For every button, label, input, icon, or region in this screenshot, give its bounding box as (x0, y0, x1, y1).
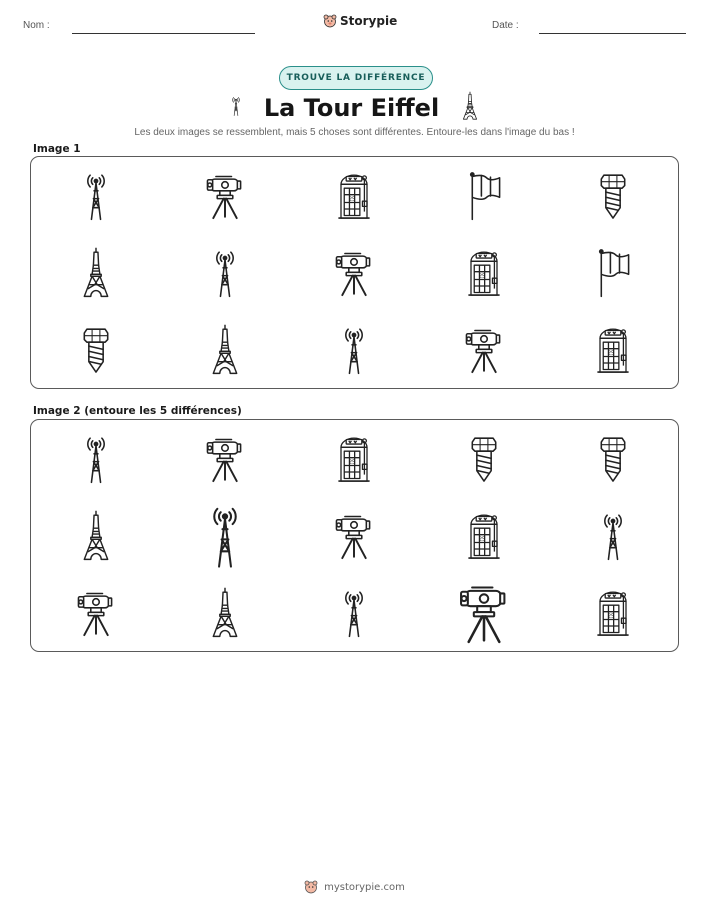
brand-logo (323, 14, 397, 28)
grid-cell (290, 311, 419, 388)
footer-url[interactable]: mystorypie.com (324, 881, 405, 893)
grid-cell[interactable] (419, 497, 548, 574)
storypie-mascot-icon (323, 14, 337, 28)
grid-cell (160, 234, 289, 311)
grid-cell[interactable] (160, 497, 289, 574)
eiffel-tower-icon (205, 587, 245, 639)
grid-cell[interactable] (290, 497, 419, 574)
grid-cell[interactable] (549, 497, 678, 574)
theodolite-icon (334, 510, 374, 562)
grid-cell (160, 311, 289, 388)
antenna-icon (205, 247, 245, 299)
date-label: Date : (492, 20, 519, 31)
antenna-icon (76, 433, 116, 485)
eiffel-tower-icon (76, 247, 116, 299)
grid-cell[interactable] (290, 574, 419, 651)
parcel-locker-icon (593, 324, 633, 376)
grid-cell (31, 157, 160, 234)
image1-label: Image 1 (33, 143, 81, 155)
bolt-icon (593, 433, 633, 485)
instructions: Les deux images se ressemblent, mais 5 choses sont différentes. Entoure-les dans l'image du bas ! (134, 127, 575, 138)
bolt-icon (593, 170, 633, 222)
grid-cell[interactable] (419, 574, 548, 651)
grid-cell[interactable] (549, 574, 678, 651)
storypie-mascot-icon (304, 880, 318, 894)
theodolite-icon (458, 579, 510, 647)
flag-icon (464, 170, 504, 222)
eiffel-tower-icon (205, 324, 245, 376)
image2-panel[interactable] (30, 419, 679, 652)
footer (0, 880, 709, 894)
title-row (0, 91, 709, 125)
page-title: La Tour Eiffel (263, 94, 440, 122)
flag-icon (593, 247, 633, 299)
grid-cell (31, 311, 160, 388)
theodolite-icon (205, 433, 245, 485)
theodolite-icon (334, 247, 374, 299)
eiffel-tower-icon (459, 91, 481, 125)
brand-name: Storypie (340, 14, 398, 28)
grid-cell[interactable] (31, 497, 160, 574)
parcel-locker-icon (593, 587, 633, 639)
activity-badge: TROUVE LA DIFFÉRENCE (279, 66, 433, 90)
parcel-locker-icon (334, 433, 374, 485)
grid-cell[interactable] (160, 420, 289, 497)
grid-cell (549, 157, 678, 234)
grid-cell[interactable] (549, 420, 678, 497)
grid-cell (419, 234, 548, 311)
eiffel-tower-icon (76, 510, 116, 562)
theodolite-icon (76, 587, 116, 639)
grid-cell (290, 157, 419, 234)
theodolite-icon (205, 170, 245, 222)
image2-label: Image 2 (entoure les 5 différences) (33, 405, 242, 417)
date-line[interactable] (539, 33, 686, 34)
antenna-icon (593, 510, 633, 562)
grid-cell[interactable] (160, 574, 289, 651)
name-line[interactable] (72, 33, 255, 34)
parcel-locker-icon (464, 510, 504, 562)
grid-cell[interactable] (419, 420, 548, 497)
theodolite-icon (464, 324, 504, 376)
grid-cell (31, 234, 160, 311)
bolt-icon (76, 324, 116, 376)
grid-cell (160, 157, 289, 234)
grid-cell[interactable] (290, 420, 419, 497)
grid-cell (290, 234, 419, 311)
name-label: Nom : (23, 20, 50, 31)
image1-panel (30, 156, 679, 389)
parcel-locker-icon (464, 247, 504, 299)
grid-cell[interactable] (31, 574, 160, 651)
antenna-icon (334, 587, 374, 639)
bolt-icon (464, 433, 504, 485)
antenna-icon (199, 502, 251, 570)
antenna-icon (228, 91, 244, 125)
parcel-locker-icon (334, 170, 374, 222)
image1-grid (31, 157, 678, 388)
grid-cell[interactable] (31, 420, 160, 497)
grid-cell (549, 311, 678, 388)
antenna-icon (76, 170, 116, 222)
grid-cell (419, 157, 548, 234)
antenna-icon (334, 324, 374, 376)
grid-cell (549, 234, 678, 311)
grid-cell (419, 311, 548, 388)
image2-grid[interactable] (31, 420, 678, 651)
